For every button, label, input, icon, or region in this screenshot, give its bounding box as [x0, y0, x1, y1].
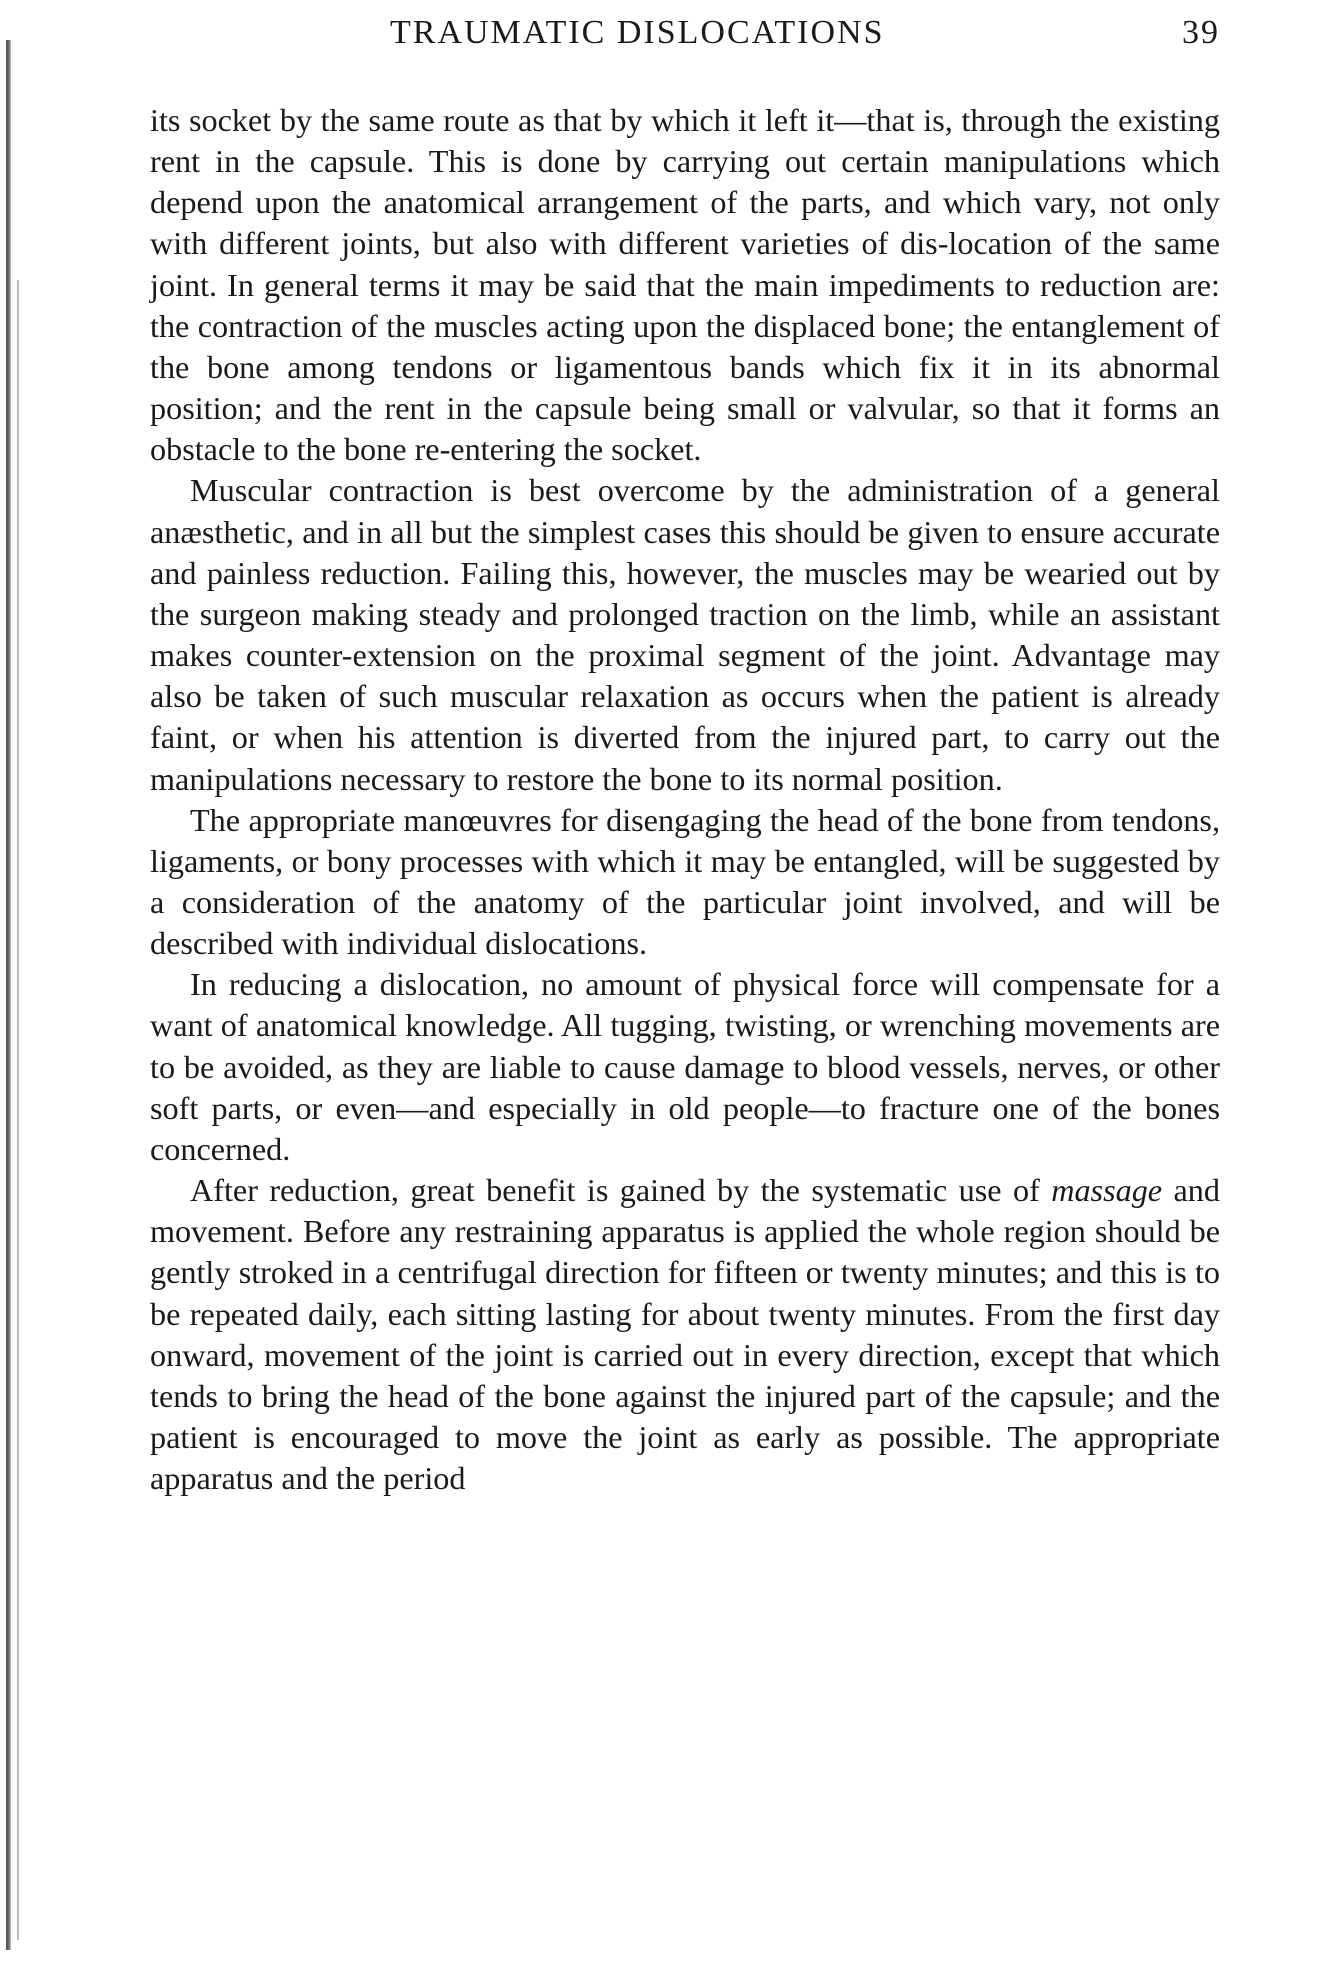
page-body: [150, 100, 1220, 1499]
paragraph-manoeuvres: The appropriate manœuvres for disengaging the head of the bone from tendons, ligaments, or bony processes with which it may be entangled, will be suggested by a consideration of the anatomy of the particular joint involved, and will be described with individual dislocations.: [150, 801, 1220, 962]
paragraph-text-start: After reduction, great benefit is gained by the systematic use of: [190, 1172, 1052, 1209]
page-header: [150, 8, 1220, 58]
massage-term: massage: [1051, 1172, 1163, 1209]
page-number: 39: [1182, 14, 1220, 51]
paragraph-continued: its socket by the same route as that by which it left it—that is, through the existing rent in the capsule. This is done by carrying out certain manipulations which depend upon the anatomical arrangement of the parts, and which vary, not only with different joints, but also with different varieties of dis-location of the same joint. In general terms it may be said that the main impediments to reduction are: the contraction of the muscles acting upon the displaced bone; the entanglement of the bone among tendons or ligamentous bands which fix it in its abnormal position; and the rent in the capsule being small or valvular, so that it forms an obstacle to the bone re-entering the socket.: [150, 102, 1220, 468]
scan-binding-edge: [6, 40, 11, 1950]
scan-binding-shadow: [17, 280, 19, 1940]
running-head: TRAUMATIC DISLOCATIONS: [390, 14, 885, 51]
paragraph-after-reduction: [150, 1170, 1220, 1499]
paragraph-text-end: and movement. Before any restraining apparatus is applied the whole region should be gently stroked in a centrifugal direction for fifteen or twenty minutes; and this is to be repeated daily, each sitting lasting for about twenty minutes. From the first day onward, movement of the joint is carried out in every direction, except that which tends to bring the head of the bone against the injured part of the capsule; and the patient is encouraged to move the joint as early as possible. The appropriate apparatus and the period: [150, 1172, 1220, 1497]
paragraph-reducing-dislocation: In reducing a dislocation, no amount of physical force will compensate for a want of anatomical knowledge. All tugging, twisting, or wrenching movements are to be avoided, as they are liable to cause damage to blood vessels, nerves, or other soft parts, or even—and especially in old people—to fracture one of the bones concerned.: [150, 966, 1220, 1167]
paragraph-muscular-contraction: Muscular contraction is best overcome by the administration of a general anæsthetic, and in all but the simplest cases this should be given to ensure accurate and painless reduction. Failing this, however, the muscles may be wearied out by the surgeon making steady and prolonged traction on the limb, while an assistant makes counter-extension on the proximal segment of the joint. Advantage may also be taken of such muscular relaxation as occurs when the patient is already faint, or when his attention is diverted from the injured part, to carry out the manipulations necessary to restore the bone to its normal position.: [150, 472, 1220, 797]
